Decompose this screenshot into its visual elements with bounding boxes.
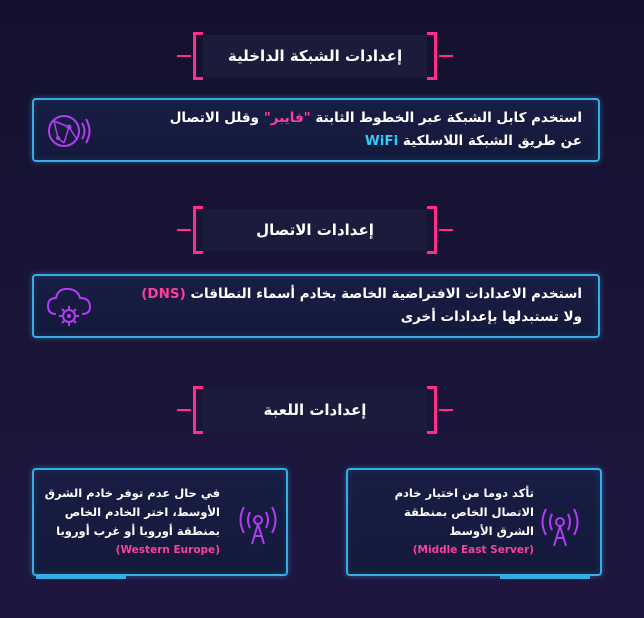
cloud-gear-icon — [44, 284, 96, 332]
highlight-dns: (DNS) — [141, 286, 186, 302]
western-europe-text — [32, 484, 220, 560]
highlight-middle-east: (Middle East Server) — [412, 544, 534, 556]
text-line: بمنطقة أوروبا أو غرب أوروبا — [56, 524, 220, 538]
text-line: الاتصال الخاص بمنطقة — [404, 505, 534, 519]
globe-wifi-icon — [42, 108, 92, 154]
connection-text — [102, 283, 582, 329]
text-line: الأوسط، اختر الخادم الخاص — [64, 505, 220, 519]
middle-east-text — [354, 484, 534, 560]
antenna-signal-icon — [234, 502, 282, 548]
internal-network-text — [112, 107, 582, 153]
section-title: إعدادات اللعبة — [263, 401, 367, 419]
section-title: إعدادات الاتصال — [256, 221, 374, 239]
antenna-signal-icon — [536, 504, 584, 550]
highlight-western-europe: (Western Europe) — [115, 544, 220, 556]
internal-network-card — [32, 98, 600, 162]
section-header-internal-network — [193, 32, 437, 82]
section-header-game — [193, 386, 437, 436]
text-part: عن طريق الشبكة اللاسلكية — [398, 133, 582, 149]
section-title: إعدادات الشبكة الداخلية — [227, 47, 403, 65]
highlight-wifi: WiFi — [364, 133, 399, 149]
text-line: الشرق الأوسط — [449, 524, 534, 538]
text-line: في حال عدم توفر خادم الشرق — [44, 486, 220, 500]
highlight-fiber: "فايبر" — [263, 110, 311, 126]
card-accent-line — [36, 576, 126, 579]
text-part: استخدم الاعدادات الافتراضية الخاصة بخادم أسماء النطاقات — [185, 286, 582, 302]
connection-card — [32, 274, 600, 338]
card-accent-line — [500, 576, 590, 579]
text-part: وقلل الاتصال — [169, 110, 264, 126]
text-part: ولا تستبدلها بإعدادات أخرى — [400, 309, 582, 325]
text-line: تأكد دوما من اختيار خادم — [394, 486, 534, 500]
card-western-europe — [32, 468, 288, 576]
card-middle-east — [346, 468, 602, 576]
text-part: استخدم كابل الشبكة عبر الخطوط الثابتة — [310, 110, 582, 126]
section-header-connection — [193, 206, 437, 256]
